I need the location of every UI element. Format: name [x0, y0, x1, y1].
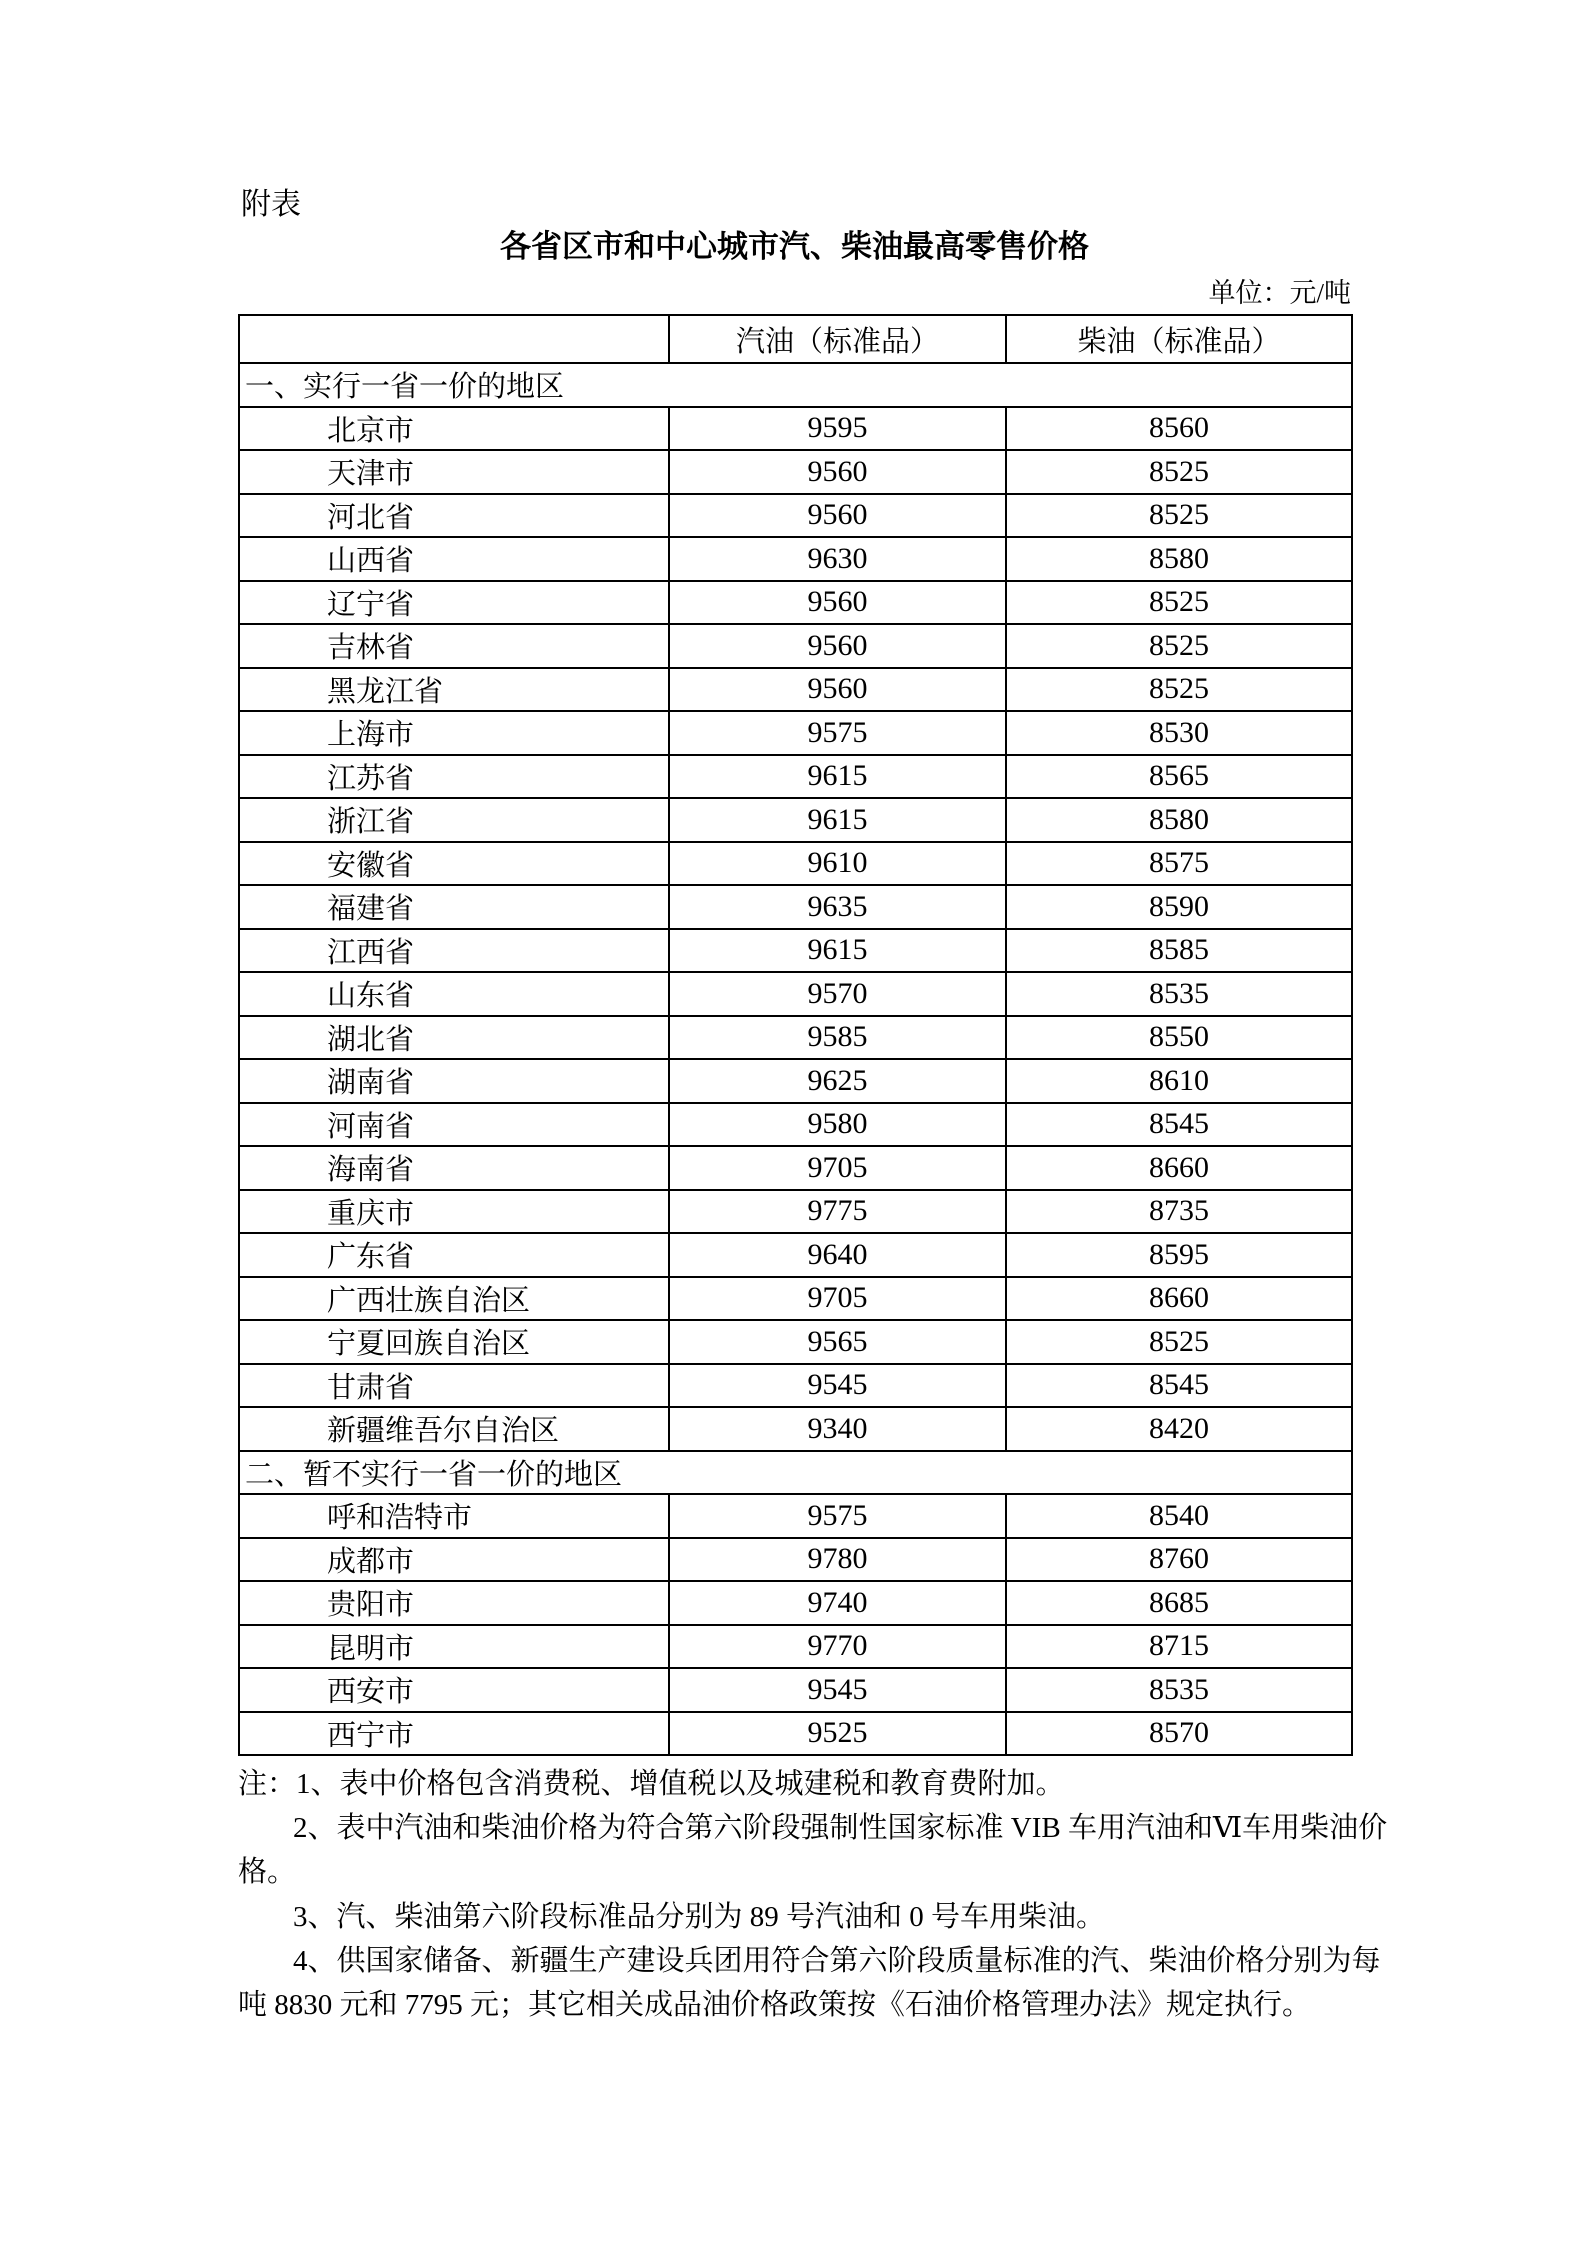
- gasoline-price-cell: 9545: [669, 1364, 1006, 1408]
- region-cell: 广东省: [239, 1233, 669, 1277]
- gasoline-price-cell: 9635: [669, 885, 1006, 929]
- table-row: [239, 972, 1352, 1016]
- table-row: [239, 929, 1352, 973]
- table-row: [239, 450, 1352, 494]
- diesel-price-cell: 8585: [1006, 929, 1352, 973]
- gasoline-price-cell: 9340: [669, 1407, 1006, 1451]
- diesel-price-cell: 8580: [1006, 798, 1352, 842]
- diesel-price-cell: 8715: [1006, 1625, 1352, 1669]
- region-cell: 北京市: [239, 407, 669, 451]
- table-row: [239, 624, 1352, 668]
- gasoline-price-cell: 9560: [669, 668, 1006, 712]
- section-header-row: [239, 363, 1352, 407]
- table-row: [239, 711, 1352, 755]
- table-row: [239, 1625, 1352, 1669]
- note-line: 4、供国家储备、新疆生产建设兵团用符合第六阶段质量标准的汽、柴油价格分别为每: [293, 1944, 1381, 1977]
- gasoline-price-cell: 9705: [669, 1277, 1006, 1321]
- gasoline-price-cell: 9615: [669, 798, 1006, 842]
- diesel-price-cell: 8535: [1006, 972, 1352, 1016]
- table-row: [239, 1146, 1352, 1190]
- diesel-price-cell: 8535: [1006, 1668, 1352, 1712]
- diesel-price-cell: 8580: [1006, 537, 1352, 581]
- diesel-price-cell: 8545: [1006, 1364, 1352, 1408]
- gasoline-price-cell: 9525: [669, 1712, 1006, 1756]
- section2-label: 二、暂不实行一省一价的地区: [239, 1451, 1352, 1495]
- table-row: [239, 1668, 1352, 1712]
- gasoline-price-cell: 9615: [669, 929, 1006, 973]
- region-cell: 山东省: [239, 972, 669, 1016]
- gasoline-price-cell: 9585: [669, 1016, 1006, 1060]
- table-row: [239, 842, 1352, 886]
- gasoline-price-cell: 9780: [669, 1538, 1006, 1582]
- table-row: [239, 1277, 1352, 1321]
- region-cell: 昆明市: [239, 1625, 669, 1669]
- region-cell: 甘肃省: [239, 1364, 669, 1408]
- diesel-price-cell: 8420: [1006, 1407, 1352, 1451]
- section1-label: 一、实行一省一价的地区: [239, 363, 1352, 407]
- gasoline-price-cell: 9575: [669, 1494, 1006, 1538]
- diesel-price-cell: 8685: [1006, 1581, 1352, 1625]
- diesel-price-cell: 8525: [1006, 450, 1352, 494]
- diesel-price-cell: 8525: [1006, 1320, 1352, 1364]
- table-row: [239, 1364, 1352, 1408]
- gasoline-price-cell: 9565: [669, 1320, 1006, 1364]
- region-cell: 西宁市: [239, 1712, 669, 1756]
- region-cell: 江西省: [239, 929, 669, 973]
- region-cell: 湖南省: [239, 1059, 669, 1103]
- region-cell: 浙江省: [239, 798, 669, 842]
- table-row: [239, 1103, 1352, 1147]
- gasoline-price-cell: 9570: [669, 972, 1006, 1016]
- gasoline-price-cell: 9740: [669, 1581, 1006, 1625]
- gasoline-price-cell: 9610: [669, 842, 1006, 886]
- table-header-row: [239, 315, 1352, 363]
- section-header-row: [239, 1451, 1352, 1495]
- note-line: 2、表中汽油和柴油价格为符合第六阶段强制性国家标准 VIB 车用汽油和Ⅵ车用柴油价: [293, 1812, 1388, 1845]
- region-cell: 上海市: [239, 711, 669, 755]
- diesel-price-cell: 8545: [1006, 1103, 1352, 1147]
- region-cell: 新疆维吾尔自治区: [239, 1407, 669, 1451]
- region-cell: 辽宁省: [239, 581, 669, 625]
- table-row: [239, 1581, 1352, 1625]
- diesel-price-cell: 8760: [1006, 1538, 1352, 1582]
- table-row: [239, 1538, 1352, 1582]
- gasoline-price-cell: 9560: [669, 624, 1006, 668]
- diesel-price-cell: 8525: [1006, 581, 1352, 625]
- diesel-price-cell: 8525: [1006, 624, 1352, 668]
- region-cell: 河北省: [239, 494, 669, 538]
- gasoline-price-cell: 9775: [669, 1190, 1006, 1234]
- note-line: 3、汽、柴油第六阶段标准品分别为 89 号汽油和 0 号车用柴油。: [293, 1900, 1106, 1933]
- gasoline-price-cell: 9580: [669, 1103, 1006, 1147]
- table-row: [239, 581, 1352, 625]
- diesel-price-cell: 8590: [1006, 885, 1352, 929]
- region-cell: 海南省: [239, 1146, 669, 1190]
- diesel-price-cell: 8595: [1006, 1233, 1352, 1277]
- diesel-price-cell: 8735: [1006, 1190, 1352, 1234]
- table-row: [239, 1016, 1352, 1060]
- note-line: 吨 8830 元和 7795 元；其它相关成品油价格政策按《石油价格管理办法》规定执行。: [238, 1988, 1312, 2021]
- region-cell: 黑龙江省: [239, 668, 669, 712]
- gasoline-price-cell: 9640: [669, 1233, 1006, 1277]
- corner-cell: [239, 315, 669, 363]
- table-row: [239, 1494, 1352, 1538]
- gasoline-price-cell: 9560: [669, 494, 1006, 538]
- region-cell: 江苏省: [239, 755, 669, 799]
- table-row: [239, 885, 1352, 929]
- gasoline-price-cell: 9560: [669, 581, 1006, 625]
- gasoline-price-cell: 9575: [669, 711, 1006, 755]
- table-row: [239, 798, 1352, 842]
- region-cell: 西安市: [239, 1668, 669, 1712]
- diesel-price-cell: 8540: [1006, 1494, 1352, 1538]
- gasoline-price-cell: 9595: [669, 407, 1006, 451]
- table-row: [239, 755, 1352, 799]
- diesel-price-cell: 8530: [1006, 711, 1352, 755]
- table-row: [239, 494, 1352, 538]
- diesel-price-cell: 8565: [1006, 755, 1352, 799]
- table-row: [239, 668, 1352, 712]
- table-row: [239, 1320, 1352, 1364]
- diesel-price-cell: 8660: [1006, 1277, 1352, 1321]
- region-cell: 天津市: [239, 450, 669, 494]
- note-line: 注：1、表中价格包含消费税、增值税以及城建税和教育费附加。: [238, 1768, 1065, 1800]
- diesel-price-cell: 8525: [1006, 494, 1352, 538]
- table-row: [239, 1407, 1352, 1451]
- footnotes: [238, 1762, 1388, 2027]
- note-line: 格。: [238, 1856, 297, 1889]
- region-cell: 成都市: [239, 1538, 669, 1582]
- diesel-price-cell: 8610: [1006, 1059, 1352, 1103]
- region-cell: 重庆市: [239, 1190, 669, 1234]
- region-cell: 河南省: [239, 1103, 669, 1147]
- table-row: [239, 1059, 1352, 1103]
- region-cell: 宁夏回族自治区: [239, 1320, 669, 1364]
- gasoline-price-cell: 9770: [669, 1625, 1006, 1669]
- diesel-column-header: 柴油（标准品）: [1006, 315, 1352, 363]
- table-row: [239, 1712, 1352, 1756]
- region-cell: 安徽省: [239, 842, 669, 886]
- region-cell: 贵阳市: [239, 1581, 669, 1625]
- gasoline-column-header: 汽油（标准品）: [669, 315, 1006, 363]
- gasoline-price-cell: 9560: [669, 450, 1006, 494]
- diesel-price-cell: 8550: [1006, 1016, 1352, 1060]
- gasoline-price-cell: 9705: [669, 1146, 1006, 1190]
- diesel-price-cell: 8525: [1006, 668, 1352, 712]
- gasoline-price-cell: 9545: [669, 1668, 1006, 1712]
- region-cell: 山西省: [239, 537, 669, 581]
- page-title: 各省区市和中心城市汽、柴油最高零售价格: [500, 229, 1089, 264]
- table-row: [239, 1233, 1352, 1277]
- diesel-price-cell: 8570: [1006, 1712, 1352, 1756]
- region-cell: 福建省: [239, 885, 669, 929]
- gasoline-price-cell: 9630: [669, 537, 1006, 581]
- region-cell: 呼和浩特市: [239, 1494, 669, 1538]
- price-table: [238, 314, 1353, 1756]
- unit-label: 单位：元/吨: [1208, 278, 1351, 308]
- table-row: [239, 537, 1352, 581]
- region-cell: 吉林省: [239, 624, 669, 668]
- diesel-price-cell: 8560: [1006, 407, 1352, 451]
- attachment-tag: 附表: [241, 188, 301, 221]
- gasoline-price-cell: 9625: [669, 1059, 1006, 1103]
- diesel-price-cell: 8660: [1006, 1146, 1352, 1190]
- table-row: [239, 407, 1352, 451]
- diesel-price-cell: 8575: [1006, 842, 1352, 886]
- gasoline-price-cell: 9615: [669, 755, 1006, 799]
- table-row: [239, 1190, 1352, 1234]
- region-cell: 湖北省: [239, 1016, 669, 1060]
- region-cell: 广西壮族自治区: [239, 1277, 669, 1321]
